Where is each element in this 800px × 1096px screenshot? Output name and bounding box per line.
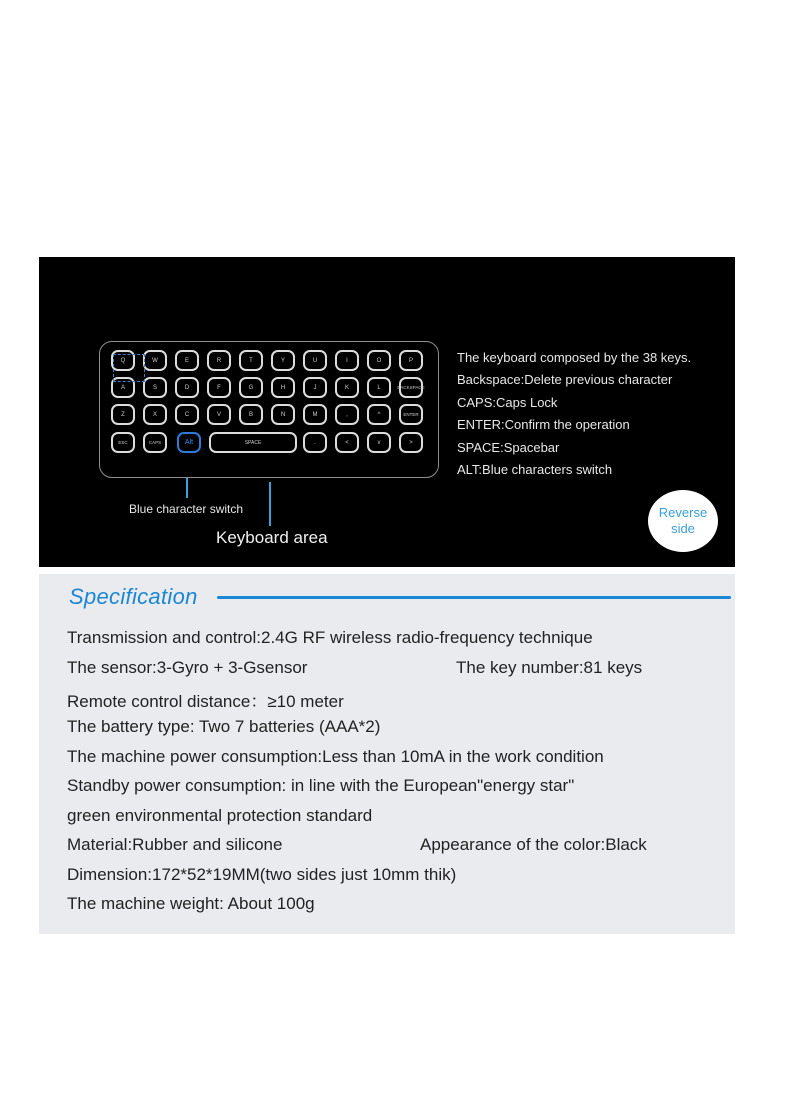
key-down: v (367, 432, 391, 453)
key-q: Q (111, 350, 135, 371)
blue-switch-pointer (186, 478, 188, 498)
reverse-label: Reverse (658, 505, 708, 520)
key-p: P (399, 350, 423, 371)
key-right: > (399, 432, 423, 453)
key-u: U (303, 350, 327, 371)
key-v: V (207, 404, 231, 425)
key-l: L (367, 377, 391, 398)
key-comma: , (335, 404, 359, 425)
key-up: ^ (367, 404, 391, 425)
spec-material: Material:Rubber and silicone (67, 835, 283, 854)
note-caps: CAPS:Caps Lock (457, 394, 558, 410)
spec-standby: Standby power consumption: in line with the European"energy star" (67, 776, 575, 795)
spec-transmission: Transmission and control:2.4G RF wireless radio-frequency technique (67, 628, 593, 647)
key-z: Z (111, 404, 135, 425)
key-a: A (111, 377, 135, 398)
key-e: E (175, 350, 199, 371)
keyboard-panel (39, 257, 735, 567)
key-n: N (271, 404, 295, 425)
key-k: K (335, 377, 359, 398)
key-w: W (143, 350, 167, 371)
keyboard-illustration (99, 341, 439, 478)
key-m: M (303, 404, 327, 425)
key-c: C (175, 404, 199, 425)
key-t: T (239, 350, 263, 371)
key-r: R (207, 350, 231, 371)
key-j: J (303, 377, 327, 398)
key-esc: ESC (111, 432, 135, 453)
keyboard-area-pointer (269, 482, 271, 526)
spec-battery: The battery type: Two 7 batteries (AAA*2) (67, 717, 381, 736)
spec-sensor: The sensor:3-Gyro + 3-Gsensor (67, 658, 308, 677)
key-alt: Alt (177, 432, 201, 453)
spec-title-rule (217, 596, 731, 599)
note-alt: ALT:Blue characters switch (457, 462, 613, 478)
spec-distance: Remote control distance：≥10 meter (67, 692, 344, 711)
spec-power: The machine power consumption:Less than 10mA in the work condition (67, 747, 604, 766)
spec-weight: The machine weight: About 100g (67, 894, 315, 913)
key-o: O (367, 350, 391, 371)
key-space: SPACE (209, 432, 297, 453)
key-h: H (271, 377, 295, 398)
side-label: side (671, 521, 695, 536)
note-enter: ENTER:Confirm the operation (457, 417, 630, 433)
key-backspace: BACKSPACE (399, 377, 423, 398)
key-enter: ENTER (399, 404, 423, 425)
keyboard-notes (457, 347, 691, 481)
key-s: S (143, 377, 167, 398)
spec-title: Specification (69, 584, 198, 609)
key-period: . (303, 432, 327, 453)
key-x: X (143, 404, 167, 425)
key-y: Y (271, 350, 295, 371)
key-caps: CAPS (143, 432, 167, 453)
note-keys: The keyboard composed by the 38 keys. (457, 350, 692, 365)
key-g: G (239, 377, 263, 398)
note-space: SPACE:Spacebar (457, 439, 560, 455)
key-f: F (207, 377, 231, 398)
keyboard-area-label: Keyboard area (216, 528, 328, 547)
spec-dimension: Dimension:172*52*19MM(two sides just 10mm thik) (67, 865, 457, 884)
spec-key-number: The key number:81 keys (456, 658, 643, 677)
key-d: D (175, 377, 199, 398)
key-i: I (335, 350, 359, 371)
blue-switch-label: Blue character switch (129, 502, 244, 516)
spec-standby-cont: green environmental protection standard (67, 806, 373, 825)
specification-panel (39, 574, 735, 934)
key-left: < (335, 432, 359, 453)
note-backspace: Backspace:Delete previous character (457, 372, 673, 388)
reverse-side-badge (648, 490, 718, 552)
key-b: B (239, 404, 263, 425)
spec-color: Appearance of the color:Black (420, 835, 647, 854)
alt-key-highlight (113, 354, 145, 382)
